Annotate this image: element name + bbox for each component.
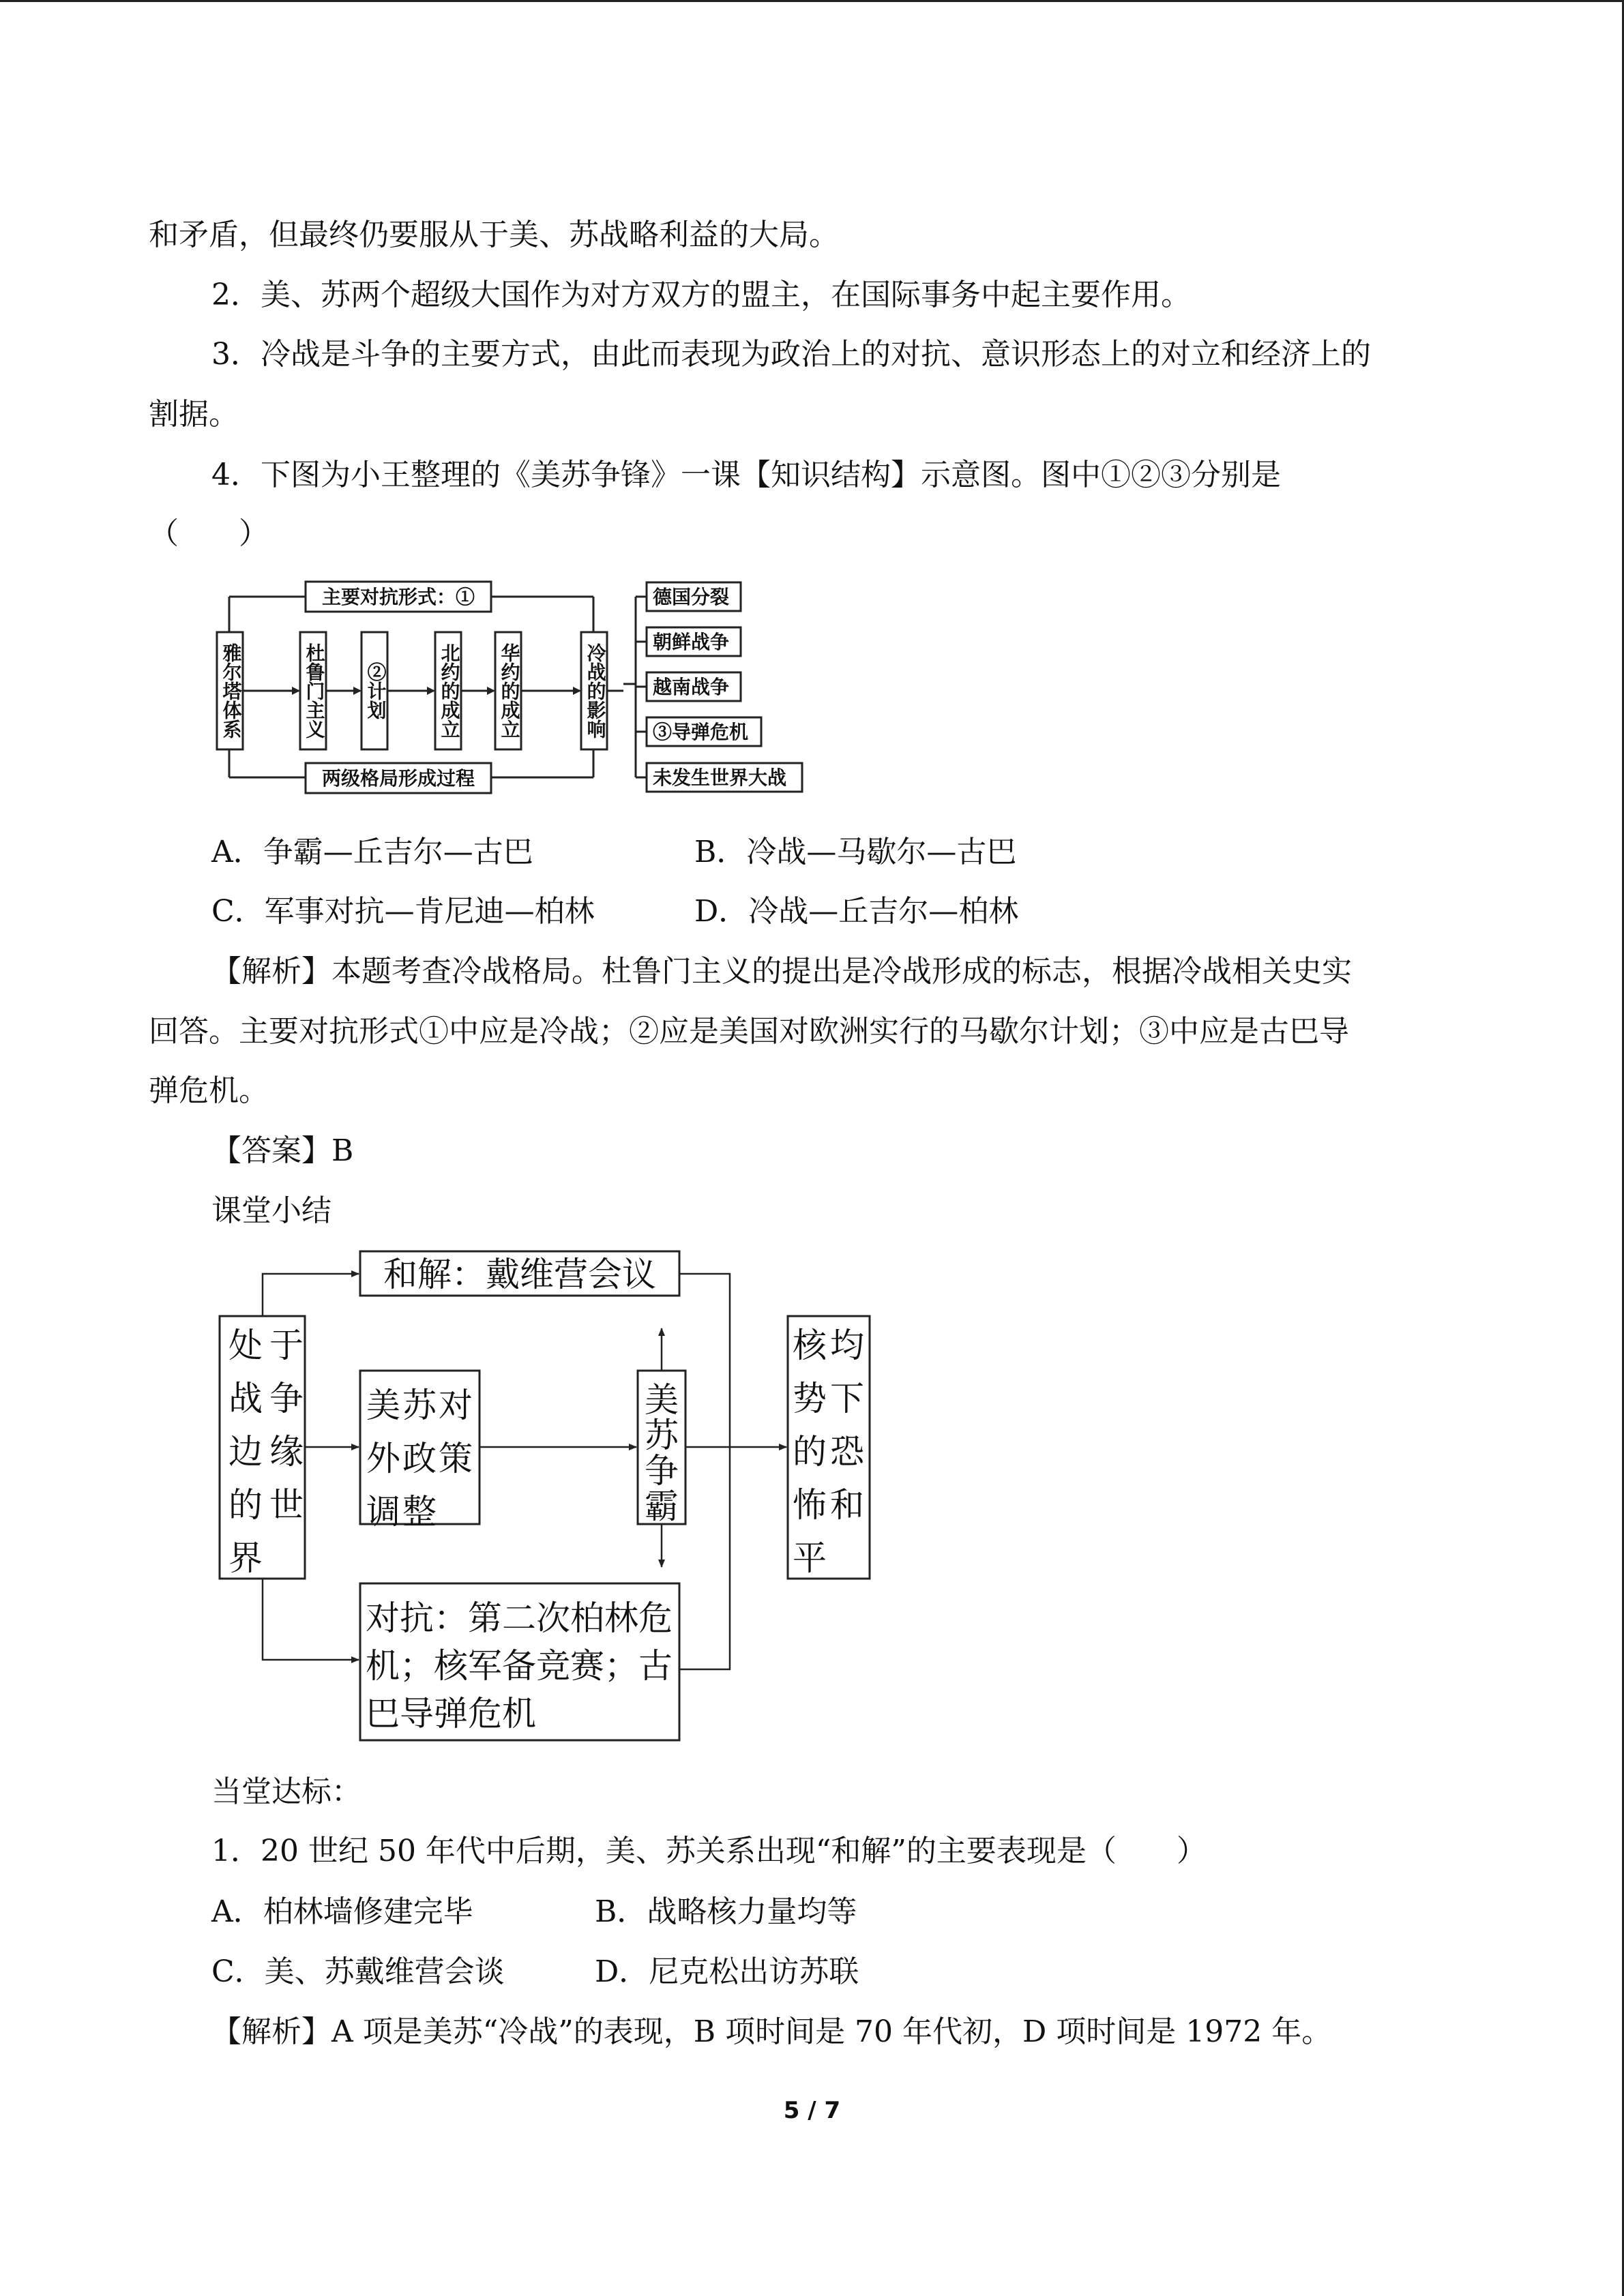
knowledge-structure-diagram [205,569,818,801]
q1-option-b: B．战略核力量均等 [595,1894,857,1929]
q1-option-c: C．美、苏戴维营会谈 [211,1954,505,1989]
left-box-char: 世 [269,1485,304,1525]
q4-analysis-1: 【解析】本题考查冷战格局。杜鲁门主义的提出是冷战形成的标志，根据冷战相关史实 [211,954,1352,989]
effect-label: 未发生世界大战 [653,766,787,789]
page-number: 5 / 7 [783,2097,841,2124]
q4-option-a: A．争霸—丘吉尔—古巴 [211,835,533,869]
q4-option-b: B．冷战—马歇尔—古巴 [694,835,1017,869]
chain-box-label: 北约的成立 [438,643,461,739]
right-box-char: 怖 [793,1485,827,1525]
q4-option-d: D．冷战—丘吉尔—柏林 [694,894,1019,929]
left-box-char: 于 [269,1326,304,1365]
right-box-char: 势 [793,1379,827,1418]
policy-box-char: 政 [402,1439,437,1478]
policy-box-char: 策 [439,1439,473,1478]
practice-title: 当堂达标： [211,1774,361,1809]
middle-box-char: 苏 [645,1416,679,1455]
paragraph-continuation: 和矛盾，但最终仍要服从于美、苏战略利益的大局。 [149,218,839,252]
paragraph-point-3-cont: 割据。 [149,397,239,432]
bottom-box-line: 机；核军备竞赛；古 [366,1646,673,1686]
right-box-char: 下 [830,1379,864,1418]
effect-label: 朝鲜战争 [653,631,730,653]
middle-box-char: 美 [645,1380,679,1420]
policy-box-char: 美 [366,1386,400,1425]
summary-diagram [205,1241,887,1746]
right-box-char: 和 [830,1485,864,1525]
chain-box-label: 冷战的影响 [584,643,607,739]
chain-box-label: 雅尔塔体系 [220,643,243,739]
chain-box-label: ②计划 [364,662,387,719]
bottom-label: 两级格局形成过程 [321,767,475,790]
policy-box-char: 整 [402,1492,437,1532]
chain [217,632,623,749]
right-box-char: 的 [793,1432,827,1472]
left-box-char: 边 [228,1432,263,1472]
paragraph-point-3: 3．冷战是斗争的主要方式，由此而表现为政治上的对抗、意识形态上的对立和经济上的 [211,337,1371,372]
question-4-stem: 4．下图为小王整理的《美苏争锋》一课【知识结构】示意图。图中①②③分别是 [211,458,1281,492]
q1-analysis: 【解析】A 项是美苏“冷战”的表现，B 项时间是 70 年代初，D 项时间是 1972 年。 [211,2014,1332,2049]
effects [636,582,802,792]
left-box-char: 战 [228,1379,263,1418]
middle-box-text [645,1380,680,1526]
policy-box-char: 苏 [402,1386,437,1425]
q1-stem: 1．20 世纪 50 年代中后期，美、苏关系出现“和解”的主要表现是（ ） [211,1834,1207,1868]
top-box-text: 和解：戴维营会议 [383,1255,656,1294]
arrowhead [427,687,435,695]
middle-box-char: 争 [645,1451,679,1491]
arrowhead [487,687,495,695]
question-4-bracket: （ ） [149,516,269,551]
bottom-box-line: 巴导弹危机 [366,1694,536,1733]
left-box-char: 的 [228,1485,263,1525]
left-box-char: 处 [228,1326,263,1365]
arrowhead [353,687,361,695]
q1-option-a: A．柏林墙修建完毕 [211,1894,473,1929]
q4-option-c: C．军事对抗—肯尼迪—柏林 [211,894,595,929]
right-box-char: 核 [793,1326,827,1365]
policy-box-char: 外 [366,1439,400,1478]
right-box-char: 恐 [830,1432,864,1472]
chain-box-label: 华约的成立 [498,643,521,739]
q1-option-d: D．尼克松出访苏联 [595,1954,859,1989]
arrowhead [292,687,300,695]
effect-label: ③导弹危机 [653,721,749,743]
left-box-char: 争 [269,1379,304,1418]
left-box-char: 界 [228,1538,263,1578]
arrowhead [573,687,581,695]
top-label: 主要对抗形式：① [321,586,475,608]
chain-box-label: 杜鲁门主义 [303,643,326,739]
policy-box-char: 对 [439,1386,473,1425]
paragraph-point-2: 2．美、苏两个超级大国作为对方双方的盟主，在国际事务中起主要作用。 [211,278,1191,312]
middle-box-char: 霸 [645,1487,679,1526]
q4-analysis-2: 回答。主要对抗形式①中应是冷战；②应是美国对欧洲实行的马歇尔计划；③中应是古巴导 [149,1014,1349,1049]
left-box-char: 缘 [269,1432,304,1472]
right-box-char: 平 [793,1538,827,1578]
right-box-char: 均 [830,1326,864,1365]
policy-box-char: 调 [366,1492,400,1532]
q4-answer: 【答案】B [211,1133,354,1168]
bottom-box-line: 对抗：第二次柏林危 [366,1598,673,1638]
effect-label: 德国分裂 [653,586,730,608]
summary-title: 课堂小结 [211,1193,331,1228]
q4-analysis-3: 弹危机。 [149,1073,269,1108]
effect-label: 越南战争 [653,676,730,698]
